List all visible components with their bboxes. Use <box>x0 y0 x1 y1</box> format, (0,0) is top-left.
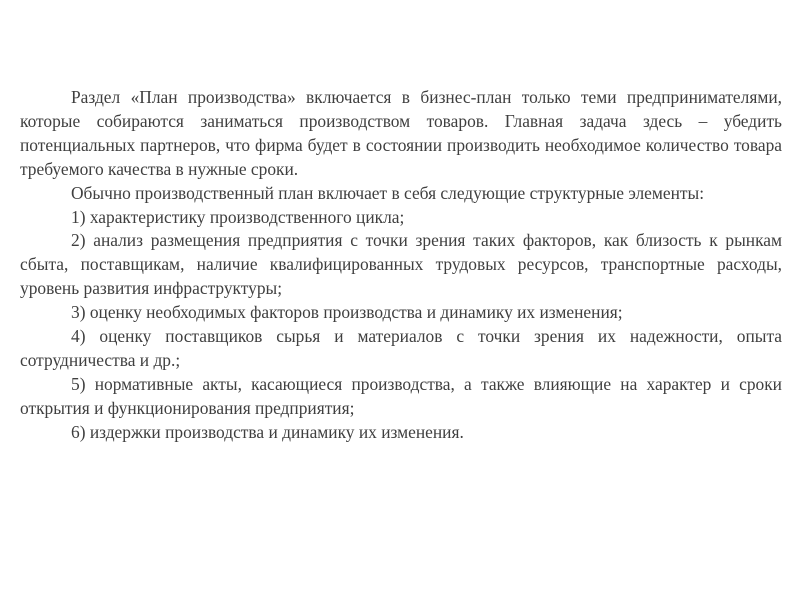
list-item-4: 4) оценку поставщиков сырья и материалов с точки зрения их надежности, опыта сотрудничества и др.; <box>20 326 782 370</box>
list-item-2: 2) анализ размещения предприятия с точки зрения таких факторов, как близость к рынкам сбыта, поставщикам, наличие квалифицированных трудовых ресурсов, транспортные расходы, уровень развития инфраструктуры; <box>20 230 782 299</box>
list-item-3: 3) оценку необходимых факторов производства и динамику их изменения; <box>71 302 623 323</box>
list-item-1: 1) характеристику производственного цикла; <box>71 206 405 227</box>
list-item-6: 6) издержки производства и динамику их изменения. <box>71 421 464 442</box>
list-item-5: 5) нормативные акты, касающиеся производства, а также влияющие на характер и сроки открытия и функционирования предприятия; <box>20 373 782 418</box>
structure-intro-paragraph: Обычно производственный план включает в себя следующие структурные элементы: <box>71 182 705 203</box>
intro-paragraph: Раздел «План производства» включается в бизнес-план только теми предпринимателями, которые собираются заниматься производством товаров. Главная задача здесь – убедить потенциальных партнеров, что фирма будет в состоянии производить необходимое количество товара требуемого качества в нужные сроки. <box>20 87 782 179</box>
document-text <box>20 86 782 445</box>
